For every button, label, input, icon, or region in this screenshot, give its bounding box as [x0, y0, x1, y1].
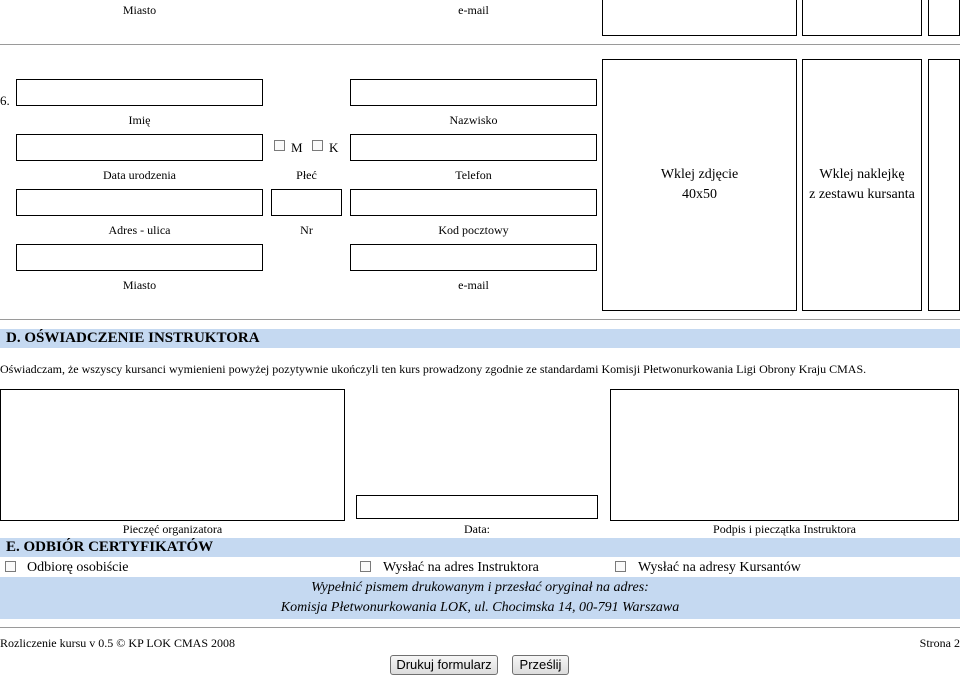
- first-name-label: Imię: [128, 113, 151, 127]
- postal-code-input[interactable]: [350, 189, 597, 216]
- page-number: Strona 2: [919, 636, 960, 650]
- send-students-checkbox[interactable]: [615, 561, 626, 572]
- photo-placeholder: [602, 59, 797, 311]
- top-email-label: e-mail: [458, 3, 489, 17]
- version-text: Rozliczenie kursu v 0.5 © KP LOK CMAS 2008: [0, 636, 235, 650]
- sticker-placeholder: [802, 59, 922, 311]
- organizer-stamp-box: [0, 389, 345, 521]
- photo-line1: Wklej zdjęcie: [660, 167, 739, 182]
- signature-label: Podpis i pieczątka Instruktora: [713, 522, 856, 536]
- top-extra-box: [928, 0, 960, 36]
- email-input[interactable]: [350, 244, 597, 271]
- birth-date-label: Data urodzenia: [103, 168, 176, 182]
- send-students-label: Wysłać na adresy Kursantów: [638, 560, 801, 575]
- print-form-button[interactable]: Drukuj formularz: [390, 655, 498, 675]
- organizer-stamp-label: Pieczęć organizatora: [122, 522, 223, 536]
- sticker-line1: Wklej naklejkę: [819, 167, 905, 182]
- email-label: e-mail: [458, 278, 489, 292]
- street-label: Adres - ulica: [108, 223, 171, 237]
- house-no-input[interactable]: [271, 189, 342, 216]
- gender-m-checkbox[interactable]: [274, 140, 285, 151]
- date-label: Data:: [464, 522, 490, 536]
- divider: [0, 319, 960, 320]
- signature-box: [610, 389, 959, 521]
- divider: [0, 627, 960, 628]
- top-sticker-box: [802, 0, 922, 36]
- pickup-personal-checkbox[interactable]: [5, 561, 16, 572]
- street-input[interactable]: [16, 189, 263, 216]
- photo-line2: 40x50: [682, 187, 717, 202]
- birth-date-input[interactable]: [16, 134, 263, 161]
- instructor-statement: Oświadczam, że wszyscy kursanci wymienieni powyżej pozytywnie ukończyli ten kurs prowadzony zgodnie ze standardami Komisji Płetwonurkowania Ligi Obrony Kraju CMAS.: [0, 362, 867, 376]
- gender-m-label: M: [291, 140, 303, 155]
- send-instructor-label: Wysłać na adres Instruktora: [383, 560, 539, 575]
- city-label: Miasto: [122, 278, 157, 292]
- top-photo-box: [602, 0, 797, 36]
- postal-code-label: Kod pocztowy: [438, 223, 509, 237]
- sticker-line2: z zestawu kursanta: [809, 187, 915, 202]
- section-e-header: E. ODBIÓR CERTYFIKATÓW: [0, 538, 960, 557]
- first-name-input[interactable]: [16, 79, 263, 106]
- last-name-input[interactable]: [350, 79, 597, 106]
- divider: [0, 44, 960, 45]
- date-input[interactable]: [356, 495, 598, 519]
- last-name-label: Nazwisko: [449, 113, 498, 127]
- gender-label: Płeć: [296, 168, 317, 182]
- mailing-address: Komisja Płetwonurkowania LOK, ul. Chocimska 14, 00-791 Warszawa: [280, 600, 680, 615]
- pickup-personal-label: Odbiorę osobiście: [27, 560, 129, 575]
- mailing-note: [0, 577, 960, 619]
- house-no-label: Nr: [300, 223, 313, 237]
- phone-input[interactable]: [350, 134, 597, 161]
- student-number: 6.: [0, 93, 10, 108]
- gender-k-checkbox[interactable]: [312, 140, 323, 151]
- extra-box: [928, 59, 960, 311]
- city-input[interactable]: [16, 244, 263, 271]
- section-d-header: D. OŚWIADCZENIE INSTRUKTORA: [0, 329, 960, 348]
- submit-button[interactable]: Prześlij: [512, 655, 569, 675]
- phone-label: Telefon: [455, 168, 492, 182]
- send-instructor-checkbox[interactable]: [360, 561, 371, 572]
- mailing-note-line1: Wypełnić pismem drukowanym i przesłać oryginał na adres:: [311, 580, 649, 595]
- gender-k-label: K: [329, 140, 339, 155]
- top-city-label: Miasto: [122, 3, 157, 17]
